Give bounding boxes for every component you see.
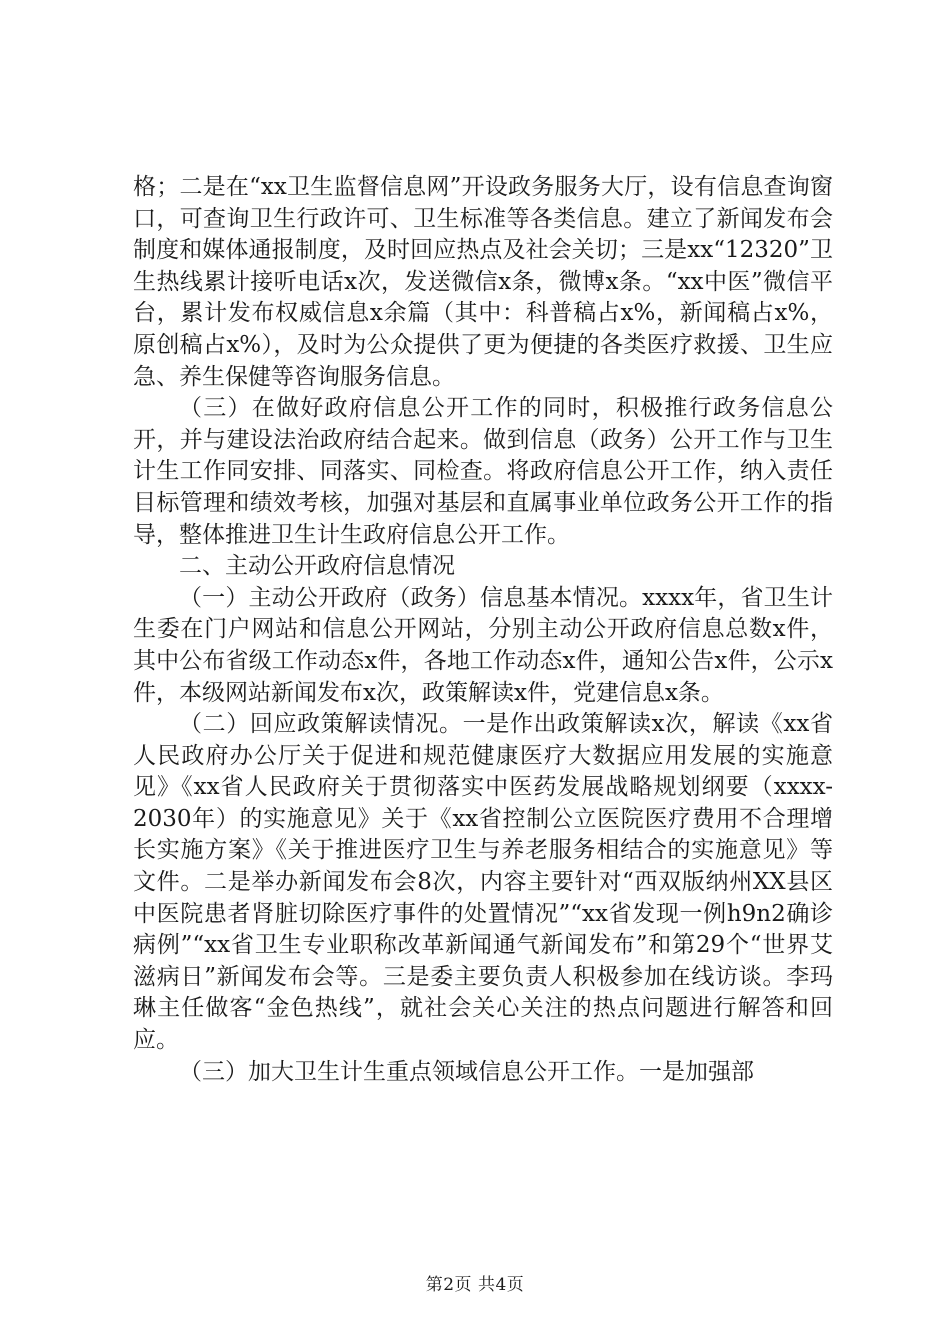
paragraph-subsection-one: （一）主动公开政府（政务）信息基本情况。xxxx年，省卫生计生委在门户网站和信息公开网站，分别主动公开政府信息总数x件，其中公布省级工作动态x件，各地工作动态x件，通知公告x件，公示x件，本级网站新闻发布x次，政策解读x件，党建信息x条。	[133, 584, 833, 706]
paragraph-subsection-two: （二）回应政策解读情况。一是作出政策解读x次，解读《xx省人民政府办公厅关于促进和规范健康医疗大数据应用发展的实施意见》《xx省人民政府关于贯彻落实中医药发展战略规划纲要（xxxx-2030年）的实施意见》关于《xx省控制公立医院医疗费用不合理增长实施方案》《关于推进医疗卫生与养老服务相结合的实施意见》等文件。二是举办新闻发布会8次，内容主要针对“西双版纳州XX县区中医院患者肾脏切除医疗事件的处置情况”“xx省发现一例h9n2确诊病例”“xx省卫生专业职称改革新闻通气新闻发布”和第29个“世界艾滋病日”新闻发布会等。三是委主要负责人积极参加在线访谈。李玛琳主任做客“金色热线”，就社会关心关注的热点问题进行解答和回应。	[133, 711, 833, 1054]
paragraph-section-three: （三）在做好政府信息公开工作的同时，积极推行政务信息公开，并与建设法治政府结合起来。做到信息（政务）公开工作与卫生计生工作同安排、同落实、同检查。将政府信息公开工作，纳入责任目标管理和绩效考核，加强对基层和直属事业单位政务公开工作的指导，整体推进卫生计生政府信息公开工作。	[133, 395, 833, 548]
document-body	[133, 172, 833, 1088]
page-footer: 第2页 共4页	[425, 1275, 525, 1295]
paragraph-subsection-three: （三）加大卫生计生重点领域信息公开工作。一是加强部	[179, 1058, 754, 1085]
section-heading-two: 二、主动公开政府信息情况	[179, 553, 455, 580]
paragraph-continuation: 格；二是在“xx卫生监督信息网”开设政务服务大厅，设有信息查询窗口，可查询卫生行政许可、卫生标准等各类信息。建立了新闻发布会制度和媒体通报制度，及时回应热点及社会关切；三是xx“12320”卫生热线累计接听电话x次，发送微信x条，微博x条。“xx中医”微信平台，累计发布权威信息x余篇（其中：科普稿占x%，新闻稿占x%，原创稿占x%），及时为公众提供了更为便捷的各类医疗救援、卫生应急、养生保健等咨询服务信息。	[133, 174, 833, 390]
